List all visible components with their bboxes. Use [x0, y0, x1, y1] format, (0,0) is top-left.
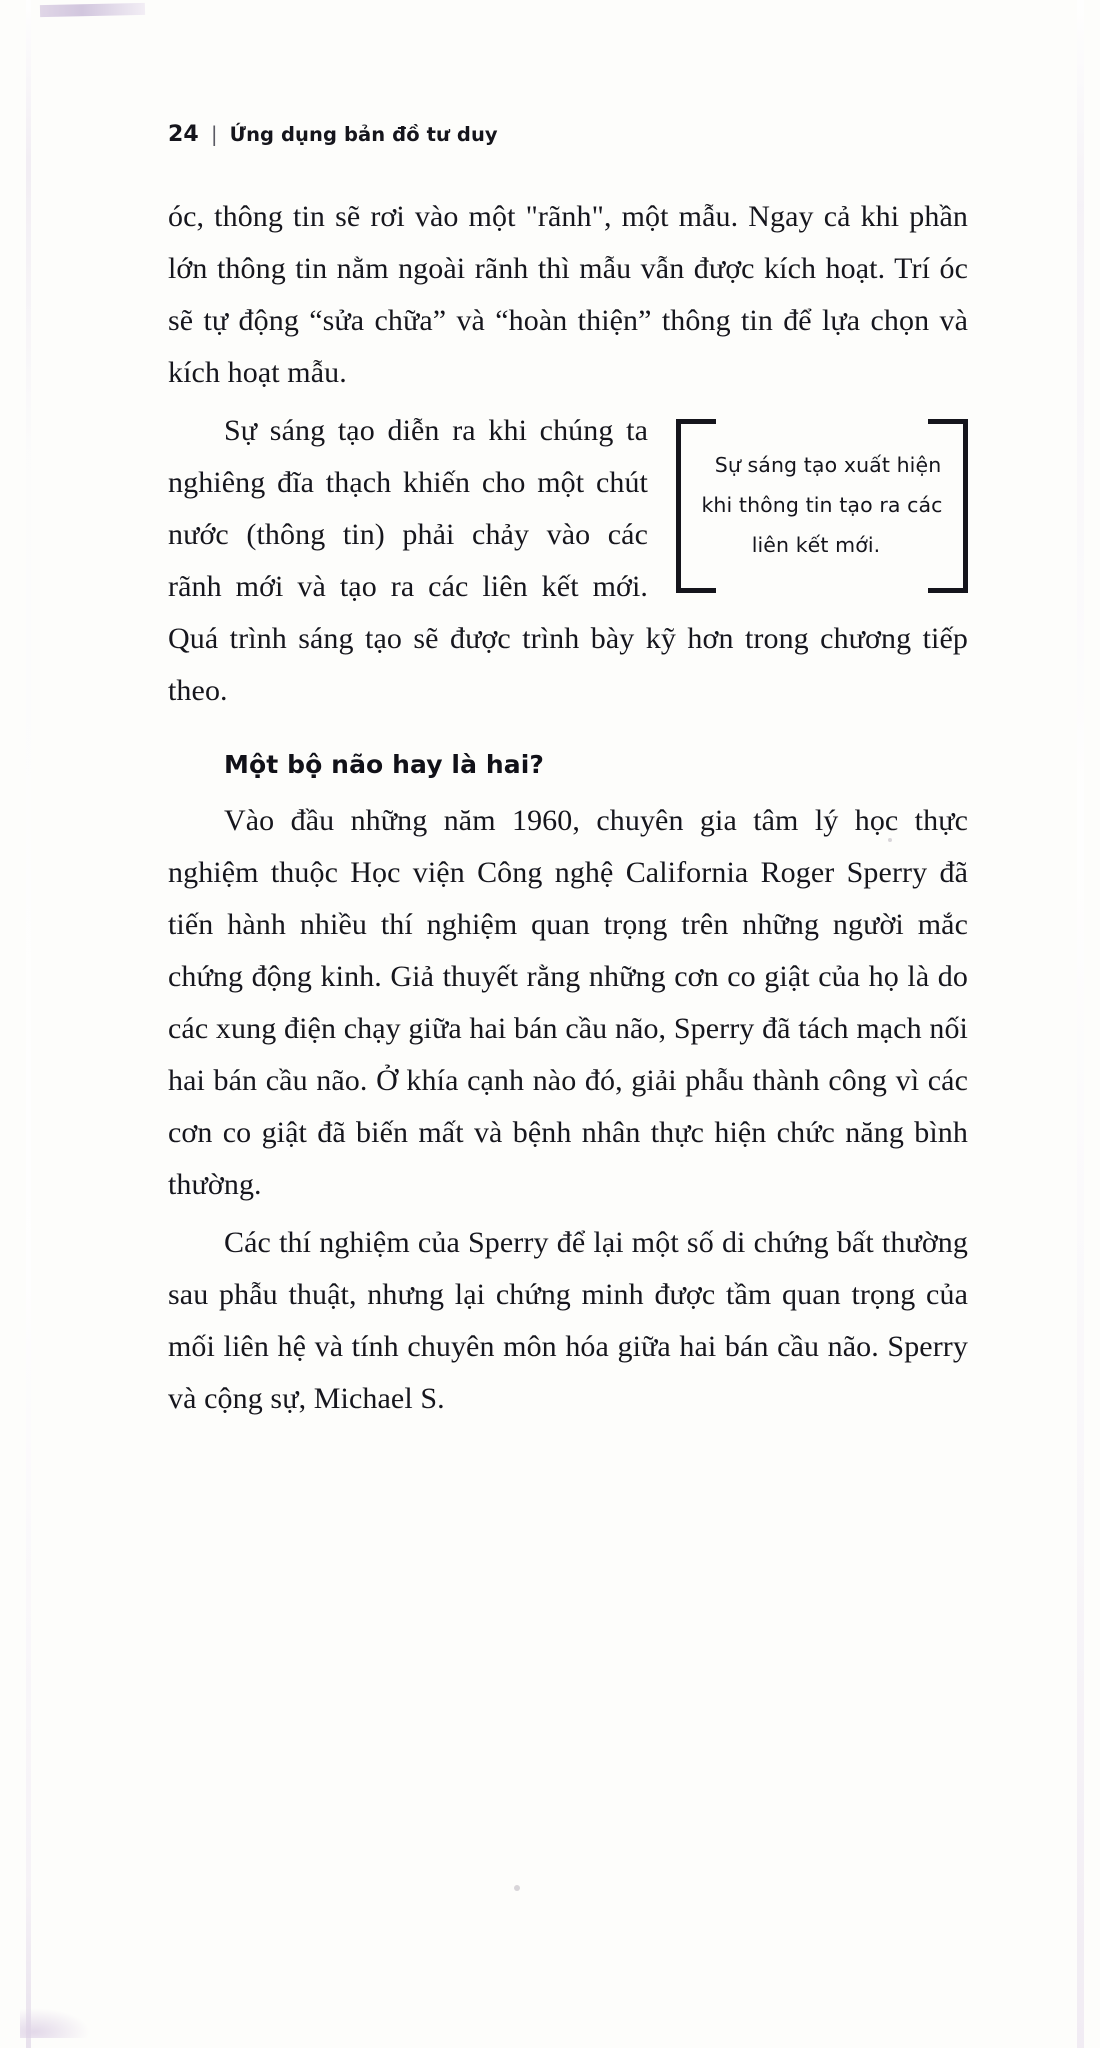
scan-speck [514, 1885, 520, 1891]
pull-quote-text: Sự sáng tạo xuất hiện khi thông tin tạo ra các liên kết mới. [701, 453, 943, 557]
running-head [168, 122, 968, 147]
scan-edge-artifact-left [26, 0, 31, 2048]
page-number: 24 [168, 122, 199, 147]
scan-edge-artifact-bottom-left [20, 2008, 90, 2038]
paragraph-1: óc, thông tin sẽ rơi vào một "rãnh", một mẫu. Ngay cả khi phần lớn thông tin nằm ngoài rãnh thì mẫu vẫn được kích hoạt. Trí óc sẽ tự động “sửa chữa” và “hoàn thiện” thông tin để lựa chọn và kích hoạt mẫu. [168, 200, 968, 389]
paragraph-4: Các thí nghiệm của Sperry để lại một số di chứng bất thường sau phẫu thuật, nhưng lại chứng minh được tầm quan trọng của mối liên hệ và tính chuyên môn hóa giữa hai bán cầu não. Sperry và cộng sự, Michael S. [168, 1226, 968, 1415]
pull-quote-box [676, 419, 968, 593]
section-heading: Một bộ não hay là hai? [224, 750, 545, 779]
page-content [168, 0, 968, 1425]
running-head-separator: | [210, 122, 218, 146]
scan-edge-artifact-right [1077, 0, 1084, 2048]
paragraph-3: Vào đầu những năm 1960, chuyên gia tâm lý học thực nghiệm thuộc Học viện Công nghệ California Roger Sperry đã tiến hành nhiều thí nghiệm quan trọng trên những người mắc chứng động kinh. Giả thuyết rằng những cơn co giật của họ là do các xung điện chạy giữa hai bán cầu não, Sperry đã tách mạch nối hai bán cầu não. Ở khía cạnh nào đó, giải phẫu thành công vì các cơn co giật đã biến mất và bệnh nhân thực hiện chức năng bình thường. [168, 804, 968, 1201]
running-head-title: Ứng dụng bản đồ tư duy [229, 123, 498, 146]
body-text [168, 191, 968, 1425]
scan-edge-artifact-top-left [40, 3, 145, 17]
paragraph-2: Sự sáng tạo diễn ra khi chúng ta nghiêng đĩa thạch khiến cho một chút nước (thông tin) phải chảy vào các rãnh mới và tạo ra các liên kết mới. Quá trình sáng tạo sẽ được trình bày kỹ hơn trong chương tiếp theo. [168, 414, 968, 707]
